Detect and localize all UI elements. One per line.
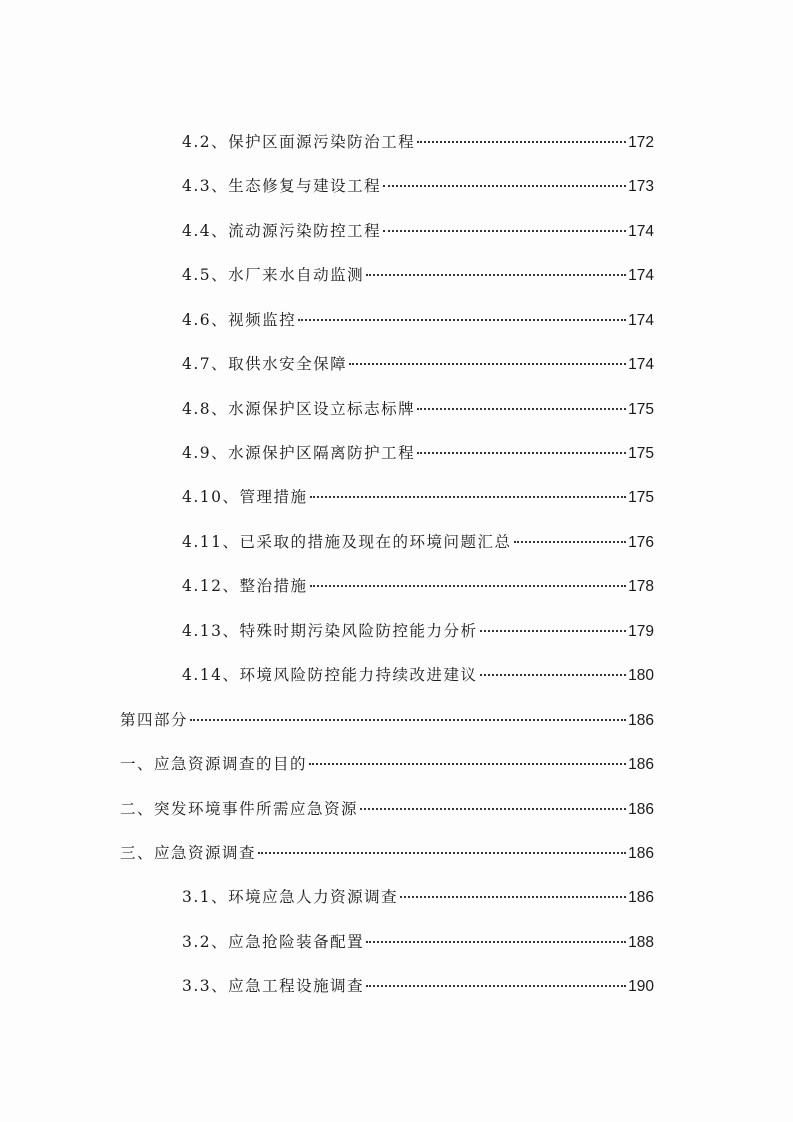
toc-entry-page: 186 — [628, 712, 654, 729]
toc-entry-label: 4.6、视频监控 — [182, 311, 297, 329]
toc-dot-leader — [349, 363, 626, 365]
toc-dot-leader — [258, 852, 626, 854]
toc-entry[interactable] — [182, 130, 654, 156]
toc-entry-page: 175 — [628, 401, 654, 418]
toc-entry[interactable] — [120, 797, 654, 823]
toc-entry-label: 4.7、取供水安全保障 — [182, 355, 348, 373]
toc-entry-label: 4.3、生态修复与建设工程 — [182, 177, 382, 195]
toc-dot-leader — [400, 896, 626, 898]
toc-dot-leader — [309, 763, 626, 765]
toc-entry[interactable] — [182, 308, 654, 334]
toc-entry-page: 174 — [628, 356, 654, 373]
toc-entry-label: 二、突发环境事件所需应急资源 — [120, 800, 359, 818]
toc-entry-page: 186 — [628, 889, 654, 906]
toc-entry[interactable] — [182, 974, 654, 1000]
toc-entry-label: 4.10、管理措施 — [182, 488, 308, 506]
toc-dot-leader — [480, 674, 627, 676]
toc-dot-leader — [383, 185, 626, 187]
toc-entry-label: 4.13、特殊时期污染风险防控能力分析 — [182, 622, 478, 640]
toc-entry-page: 190 — [628, 978, 654, 995]
toc-entry-label: 3.3、应急工程设施调查 — [182, 977, 365, 995]
toc-entry-page: 174 — [628, 312, 654, 329]
toc-entry-label: 4.5、水厂来水自动监测 — [182, 266, 365, 284]
toc-entry[interactable] — [120, 841, 654, 867]
toc-entry[interactable] — [182, 663, 654, 689]
toc-entry[interactable] — [182, 263, 654, 289]
toc-dot-leader — [366, 274, 626, 276]
toc-entry-label: 3.1、环境应急人力资源调查 — [182, 888, 399, 906]
toc-entry-page: 175 — [628, 489, 654, 506]
toc-entry-page: 180 — [628, 667, 654, 684]
toc-entry-page: 176 — [628, 534, 654, 551]
toc-entry[interactable] — [120, 708, 654, 734]
toc-entry-page: 178 — [628, 578, 654, 595]
toc-entry[interactable] — [182, 530, 654, 556]
toc-entry-label: 第四部分 — [120, 711, 189, 729]
toc-entry-label: 4.2、保护区面源污染防治工程 — [182, 133, 416, 151]
toc-entry-label: 4.14、环境风险防控能力持续改进建议 — [182, 666, 478, 684]
toc-entry[interactable] — [120, 752, 654, 778]
toc-entry-label: 一、应急资源调查的目的 — [120, 755, 308, 773]
toc-entry-label: 4.4、流动源污染防控工程 — [182, 222, 382, 240]
toc-entry-label: 三、应急资源调查 — [120, 844, 257, 862]
toc-entry-page: 173 — [628, 178, 654, 195]
toc-dot-leader — [190, 719, 626, 721]
toc-entry-label: 4.12、整治措施 — [182, 577, 308, 595]
toc-dot-leader — [417, 408, 626, 410]
toc-entry-label: 4.11、已采取的措施及现在的环境问题汇总 — [182, 533, 512, 551]
toc-dot-leader — [480, 630, 627, 632]
toc-entry[interactable] — [182, 397, 654, 423]
toc-entry-page: 172 — [628, 134, 654, 151]
toc-entry-page: 174 — [628, 267, 654, 284]
toc-entry-page: 174 — [628, 223, 654, 240]
toc-dot-leader — [360, 808, 626, 810]
toc-entry[interactable] — [182, 219, 654, 245]
toc-entry-page: 188 — [628, 934, 654, 951]
toc-entry-page: 186 — [628, 845, 654, 862]
toc-dot-leader — [417, 141, 626, 143]
toc-entry[interactable] — [182, 352, 654, 378]
toc-dot-leader — [310, 496, 627, 498]
toc-dot-leader — [366, 985, 626, 987]
toc-entry-page: 186 — [628, 756, 654, 773]
toc-entry-label: 4.8、水源保护区设立标志标牌 — [182, 400, 416, 418]
toc-dot-leader — [298, 319, 626, 321]
toc-dot-leader — [310, 585, 627, 587]
toc-entry[interactable] — [182, 174, 654, 200]
toc-dot-leader — [514, 541, 627, 543]
toc-entry[interactable] — [182, 485, 654, 511]
toc-entry[interactable] — [182, 885, 654, 911]
toc-entry[interactable] — [182, 574, 654, 600]
toc-entry[interactable] — [182, 930, 654, 956]
toc-entry-page: 186 — [628, 801, 654, 818]
toc-entry[interactable] — [182, 619, 654, 645]
toc-entry-page: 179 — [628, 623, 654, 640]
toc-entry-page: 175 — [628, 445, 654, 462]
toc-dot-leader — [417, 452, 626, 454]
toc-entry[interactable] — [182, 441, 654, 467]
toc-dot-leader — [366, 941, 626, 943]
toc-dot-leader — [383, 230, 626, 232]
toc-entry-label: 4.9、水源保护区隔离防护工程 — [182, 444, 416, 462]
toc-entry-label: 3.2、应急抢险装备配置 — [182, 933, 365, 951]
